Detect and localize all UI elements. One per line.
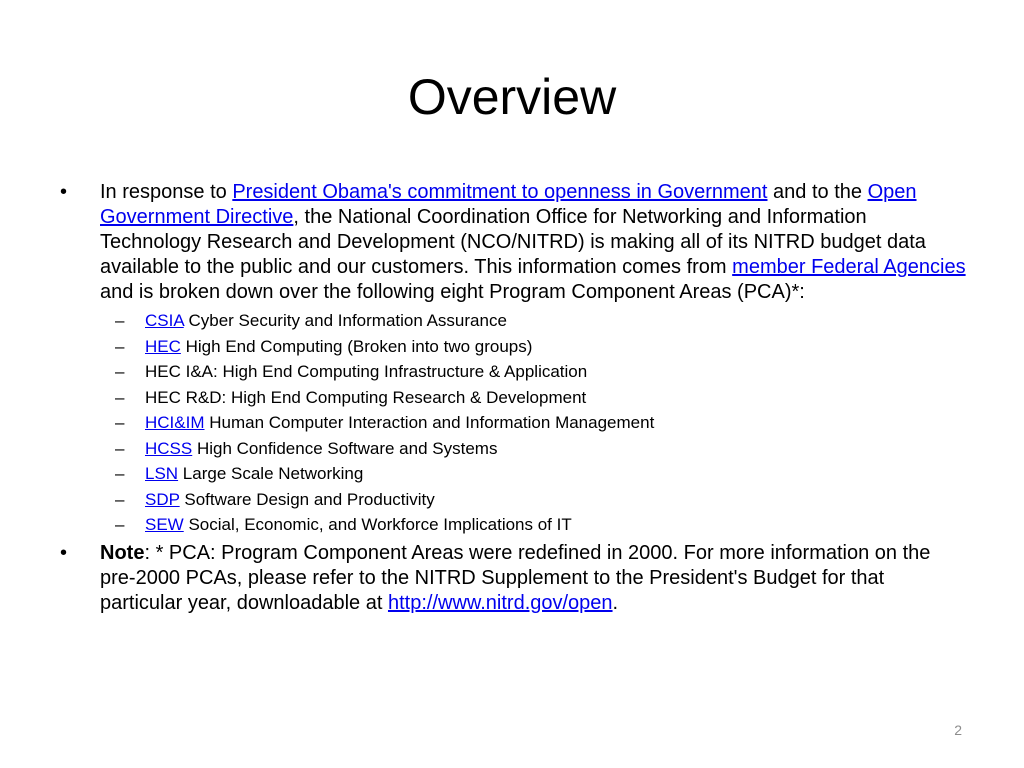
note-end: . — [612, 591, 619, 614]
sew-link[interactable]: SEW — [145, 515, 184, 534]
lsn-link[interactable]: LSN — [145, 464, 179, 483]
pca-item-hci-im — [100, 410, 970, 436]
hcss-link[interactable]: HCSS — [145, 438, 193, 458]
bullet-note — [58, 541, 970, 616]
pca-item-hec — [100, 334, 970, 360]
intro-text-1: In response to — [100, 181, 233, 203]
dash-mark: – — [115, 336, 125, 356]
pca-desc: Cyber Security and Information Assurance — [183, 311, 507, 330]
dash-mark: – — [115, 489, 125, 509]
pca-list — [58, 308, 970, 538]
sdp-link[interactable]: SDP — [145, 489, 180, 509]
bullet-mark: • — [60, 541, 68, 564]
dash-mark: – — [115, 515, 125, 534]
open-government-directive-link[interactable]: Open Government Directive — [100, 181, 917, 228]
pca-desc: Human Computer Interaction and Information Management — [204, 413, 655, 432]
pca-desc: HEC R&D: High End Computing Research & Development — [145, 387, 587, 407]
pca-item-hec-rd — [100, 385, 970, 411]
bullet-intro — [58, 180, 970, 305]
dash-mark: – — [115, 438, 125, 458]
pca-desc: Large Scale Networking — [178, 464, 364, 483]
bullet-mark: • — [60, 181, 68, 203]
intro-text-4: and is broken down over the following eight Program Component Areas (PCA)*: — [100, 281, 805, 303]
note-label: Note — [100, 541, 145, 564]
intro-text-2: and to the — [767, 181, 868, 203]
intro-text-3: , the National Coordination Office for Networking and Information Technology Research and Development (NCO/NITRD) is making all of its NITRD budget data available to the public and our customers. This information comes from — [100, 206, 926, 278]
dash-mark: – — [115, 413, 125, 432]
pca-item-hcss — [100, 436, 970, 462]
csia-link[interactable]: CSIA — [145, 311, 184, 330]
pca-item-csia — [100, 308, 970, 334]
obama-openness-link[interactable]: President Obama's commitment to openness in Government — [232, 181, 768, 203]
pca-item-sdp — [100, 487, 970, 513]
pca-desc: Social, Economic, and Workforce Implications of IT — [183, 515, 572, 534]
hec-link[interactable]: HEC — [145, 336, 181, 356]
pca-desc: High Confidence Software and Systems — [192, 438, 498, 458]
pca-item-lsn — [100, 461, 970, 487]
nitrd-open-link[interactable]: http://www.nitrd.gov/open — [387, 591, 613, 614]
dash-mark: – — [115, 464, 125, 483]
pca-item-hec-ia — [100, 359, 970, 385]
slide-content — [58, 180, 970, 616]
slide-title: Overview — [407, 69, 617, 125]
pca-desc: Software Design and Productivity — [179, 489, 435, 509]
hci-im-link[interactable]: HCI&IM — [145, 413, 205, 432]
pca-item-sew — [100, 512, 970, 538]
dash-mark: – — [115, 311, 125, 330]
member-federal-agencies-link[interactable]: member Federal Agencies — [732, 256, 966, 278]
page-number: 2 — [954, 722, 962, 738]
dash-mark: – — [115, 387, 125, 407]
note-text: : * PCA: Program Component Areas were redefined in 2000. For more information on the pre-2000 PCAs, please refer to the NITRD Supplement to the President's Budget for that particular year, downloadable at — [100, 541, 931, 614]
pca-desc: HEC I&A: High End Computing Infrastructure & Application — [145, 362, 588, 381]
pca-desc: High End Computing (Broken into two groups) — [180, 336, 533, 356]
dash-mark: – — [115, 362, 125, 381]
